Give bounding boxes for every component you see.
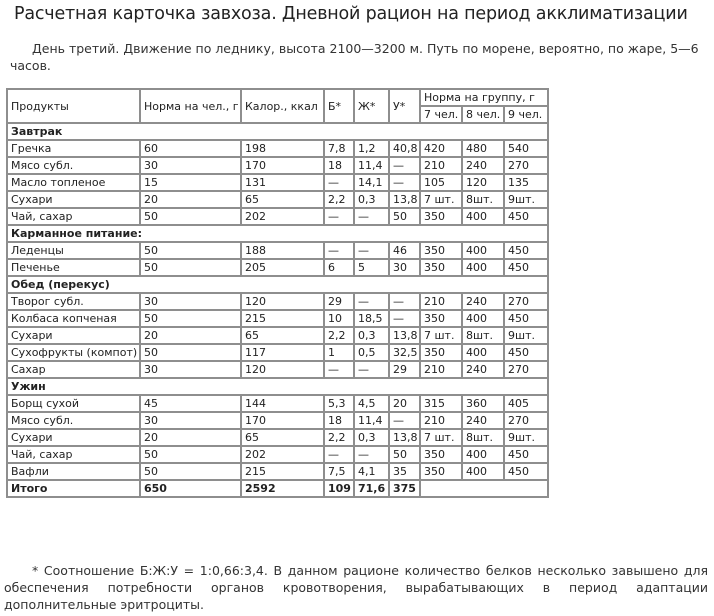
value-cell: 20 — [140, 191, 241, 208]
value-cell: 210 — [420, 361, 462, 378]
value-cell: 13,8 — [389, 429, 420, 446]
value-cell: 400 — [462, 208, 504, 225]
value-cell: 210 — [420, 412, 462, 429]
product-name-cell: Сухофрукты (компот) — [7, 344, 140, 361]
value-cell: 215 — [241, 310, 324, 327]
table-row — [7, 208, 548, 225]
value-cell: 7 шт. — [420, 429, 462, 446]
table-row — [7, 140, 548, 157]
table-row — [7, 344, 548, 361]
section-title: Ужин — [7, 378, 548, 395]
product-name-cell: Леденцы — [7, 242, 140, 259]
value-cell: 540 — [504, 140, 548, 157]
table-row — [7, 310, 548, 327]
value-cell: — — [354, 446, 389, 463]
total-row — [7, 480, 548, 497]
value-cell: 117 — [241, 344, 324, 361]
value-cell: 9шт. — [504, 327, 548, 344]
value-cell: 315 — [420, 395, 462, 412]
value-cell: 144 — [241, 395, 324, 412]
value-cell: 350 — [420, 463, 462, 480]
value-cell: 450 — [504, 463, 548, 480]
value-cell: — — [324, 242, 354, 259]
value-cell: 0,5 — [354, 344, 389, 361]
value-cell: 240 — [462, 157, 504, 174]
value-cell: 450 — [504, 344, 548, 361]
value-cell: 8шт. — [462, 429, 504, 446]
value-cell: 120 — [462, 174, 504, 191]
value-cell: 350 — [420, 310, 462, 327]
value-cell: — — [389, 412, 420, 429]
value-cell: 202 — [241, 208, 324, 225]
value-cell: 30 — [140, 293, 241, 310]
table-row — [7, 429, 548, 446]
value-cell: 5,3 — [324, 395, 354, 412]
value-cell: 35 — [389, 463, 420, 480]
value-cell: 50 — [140, 463, 241, 480]
product-name-cell: Вафли — [7, 463, 140, 480]
value-cell: 32,5 — [389, 344, 420, 361]
value-cell: 2,2 — [324, 191, 354, 208]
value-cell: 9шт. — [504, 191, 548, 208]
value-cell: 400 — [462, 259, 504, 276]
value-cell: 240 — [462, 293, 504, 310]
value-cell: 46 — [389, 242, 420, 259]
value-cell: 420 — [420, 140, 462, 157]
value-cell: 205 — [241, 259, 324, 276]
product-name-cell: Творог субл. — [7, 293, 140, 310]
table-row — [7, 395, 548, 412]
value-cell: — — [354, 242, 389, 259]
value-cell: 50 — [140, 446, 241, 463]
value-cell: 120 — [241, 293, 324, 310]
value-cell: 11,4 — [354, 412, 389, 429]
section-row — [7, 123, 548, 140]
value-cell: 450 — [504, 208, 548, 225]
value-cell: 50 — [140, 208, 241, 225]
value-cell: — — [389, 157, 420, 174]
table-row — [7, 327, 548, 344]
value-cell: 0,3 — [354, 429, 389, 446]
value-cell: 7 шт. — [420, 191, 462, 208]
value-cell: 450 — [504, 259, 548, 276]
value-cell: 6 — [324, 259, 354, 276]
value-cell: 50 — [140, 242, 241, 259]
section-title: Карманное питание: — [7, 225, 548, 242]
table-row — [7, 157, 548, 174]
product-name-cell: Сухари — [7, 429, 140, 446]
product-name-cell: Масло топленое — [7, 174, 140, 191]
value-cell: 1,2 — [354, 140, 389, 157]
value-cell: — — [389, 310, 420, 327]
total-value-cell: 71,6 — [354, 480, 389, 497]
value-cell: 30 — [140, 361, 241, 378]
value-cell: 131 — [241, 174, 324, 191]
header-fats: Ж* — [354, 89, 389, 123]
product-name-cell: Сахар — [7, 361, 140, 378]
value-cell: 0,3 — [354, 327, 389, 344]
value-cell: — — [324, 208, 354, 225]
value-cell: 18,5 — [354, 310, 389, 327]
value-cell: — — [354, 361, 389, 378]
value-cell: 18 — [324, 412, 354, 429]
value-cell: 45 — [140, 395, 241, 412]
page-title: Расчетная карточка завхоза. Дневной рацион на период акклиматизации — [14, 4, 688, 24]
product-name-cell: Мясо субл. — [7, 157, 140, 174]
product-name-cell: Сухари — [7, 191, 140, 208]
value-cell: 400 — [462, 463, 504, 480]
value-cell: 20 — [389, 395, 420, 412]
value-cell: 50 — [389, 208, 420, 225]
value-cell: 7,5 — [324, 463, 354, 480]
value-cell: 400 — [462, 242, 504, 259]
total-value-cell: 2592 — [241, 480, 324, 497]
table-row — [7, 446, 548, 463]
value-cell: 14,1 — [354, 174, 389, 191]
section-row — [7, 378, 548, 395]
value-cell: 210 — [420, 293, 462, 310]
value-cell: 8шт. — [462, 327, 504, 344]
header-carbs: У* — [389, 89, 420, 123]
value-cell: 65 — [241, 191, 324, 208]
value-cell: 8шт. — [462, 191, 504, 208]
value-cell: 4,1 — [354, 463, 389, 480]
total-value-cell: 375 — [389, 480, 420, 497]
value-cell: 270 — [504, 361, 548, 378]
value-cell: 29 — [389, 361, 420, 378]
value-cell: 65 — [241, 327, 324, 344]
value-cell: 60 — [140, 140, 241, 157]
value-cell: — — [324, 361, 354, 378]
value-cell: 50 — [140, 310, 241, 327]
value-cell: 135 — [504, 174, 548, 191]
value-cell: 65 — [241, 429, 324, 446]
value-cell: 20 — [140, 429, 241, 446]
value-cell: 120 — [241, 361, 324, 378]
product-name-cell: Печенье — [7, 259, 140, 276]
value-cell: 202 — [241, 446, 324, 463]
value-cell: 0,3 — [354, 191, 389, 208]
section-row — [7, 225, 548, 242]
value-cell: 5 — [354, 259, 389, 276]
product-name-cell: Колбаса копченая — [7, 310, 140, 327]
header-norm: Норма на чел., г — [140, 89, 241, 123]
total-label: Итого — [7, 480, 140, 497]
table-row — [7, 242, 548, 259]
table-row — [7, 174, 548, 191]
total-value-cell: 109 — [324, 480, 354, 497]
value-cell: 400 — [462, 344, 504, 361]
product-name-cell: Сухари — [7, 327, 140, 344]
value-cell: 350 — [420, 259, 462, 276]
value-cell: 29 — [324, 293, 354, 310]
value-cell: — — [354, 208, 389, 225]
value-cell: 350 — [420, 446, 462, 463]
value-cell: 20 — [140, 327, 241, 344]
value-cell: — — [324, 174, 354, 191]
value-cell: 480 — [462, 140, 504, 157]
value-cell: 2,2 — [324, 327, 354, 344]
ration-table — [6, 88, 549, 498]
value-cell: 405 — [504, 395, 548, 412]
value-cell: 30 — [140, 157, 241, 174]
value-cell: 30 — [389, 259, 420, 276]
value-cell: 400 — [462, 310, 504, 327]
value-cell: 4,5 — [354, 395, 389, 412]
value-cell: 7,8 — [324, 140, 354, 157]
value-cell: 188 — [241, 242, 324, 259]
table-row — [7, 361, 548, 378]
value-cell: 350 — [420, 242, 462, 259]
header-7-people: 7 чел. — [420, 106, 462, 123]
value-cell: — — [324, 446, 354, 463]
table-row — [7, 293, 548, 310]
header-kcal: Калор., ккал — [241, 89, 324, 123]
value-cell: 50 — [140, 344, 241, 361]
day-description: День третий. Движение по леднику, высота 2100—3200 м. Путь по морене, вероятно, по жаре, 5—6 часов. — [10, 41, 699, 73]
value-cell: 105 — [420, 174, 462, 191]
value-cell: 350 — [420, 344, 462, 361]
value-cell: 350 — [420, 208, 462, 225]
product-name-cell: Мясо субл. — [7, 412, 140, 429]
value-cell: 7 шт. — [420, 327, 462, 344]
section-title: Обед (перекус) — [7, 276, 548, 293]
product-name-cell: Гречка — [7, 140, 140, 157]
value-cell: — — [354, 293, 389, 310]
value-cell: 13,8 — [389, 191, 420, 208]
value-cell: 10 — [324, 310, 354, 327]
value-cell: 9шт. — [504, 429, 548, 446]
value-cell: 1 — [324, 344, 354, 361]
value-cell: 450 — [504, 242, 548, 259]
table-row — [7, 259, 548, 276]
header-9-people: 9 чел. — [504, 106, 548, 123]
value-cell: 170 — [241, 157, 324, 174]
value-cell: 2,2 — [324, 429, 354, 446]
value-cell: 270 — [504, 293, 548, 310]
value-cell: 50 — [140, 259, 241, 276]
table-row — [7, 412, 548, 429]
value-cell: 170 — [241, 412, 324, 429]
section-title: Завтрак — [7, 123, 548, 140]
table-row — [7, 191, 548, 208]
empty-cell — [420, 480, 548, 497]
value-cell: — — [389, 174, 420, 191]
total-value-cell: 650 — [140, 480, 241, 497]
value-cell: 450 — [504, 446, 548, 463]
product-name-cell: Борщ сухой — [7, 395, 140, 412]
value-cell: — — [389, 293, 420, 310]
value-cell: 15 — [140, 174, 241, 191]
header-proteins: Б* — [324, 89, 354, 123]
value-cell: 270 — [504, 412, 548, 429]
value-cell: 210 — [420, 157, 462, 174]
value-cell: 50 — [389, 446, 420, 463]
header-8-people: 8 чел. — [462, 106, 504, 123]
value-cell: 240 — [462, 361, 504, 378]
footnote: * Соотношение Б:Ж:У = 1:0,66:3,4. В данном рационе количество белков несколько завышено для обеспечения потребности органов кровотворения, вырабатывающих в период адаптации дополнительные эритроциты. — [4, 563, 708, 612]
value-cell: 400 — [462, 446, 504, 463]
value-cell: 215 — [241, 463, 324, 480]
value-cell: 240 — [462, 412, 504, 429]
header-group-norm: Норма на группу, г — [420, 89, 548, 106]
product-name-cell: Чай, сахар — [7, 208, 140, 225]
value-cell: 270 — [504, 157, 548, 174]
table-row — [7, 463, 548, 480]
value-cell: 11,4 — [354, 157, 389, 174]
value-cell: 40,8 — [389, 140, 420, 157]
value-cell: 360 — [462, 395, 504, 412]
value-cell: 198 — [241, 140, 324, 157]
product-name-cell: Чай, сахар — [7, 446, 140, 463]
value-cell: 450 — [504, 310, 548, 327]
value-cell: 13,8 — [389, 327, 420, 344]
header-product: Продукты — [7, 89, 140, 123]
section-row — [7, 276, 548, 293]
value-cell: 30 — [140, 412, 241, 429]
value-cell: 18 — [324, 157, 354, 174]
